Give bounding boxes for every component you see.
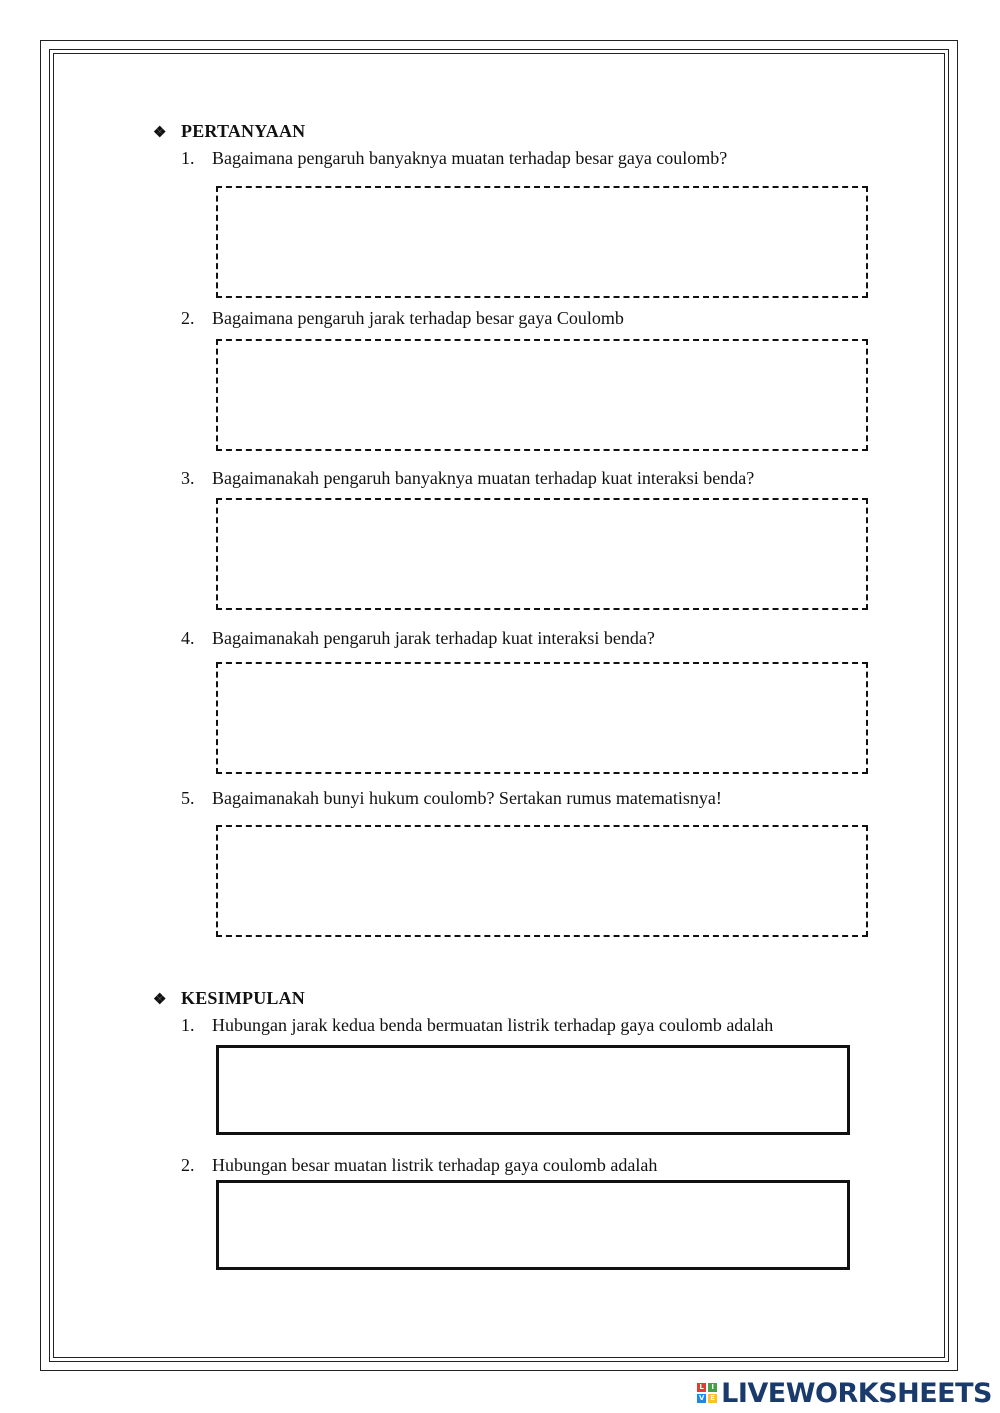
- question-2: [181, 308, 624, 329]
- brand-name: LIVEWORKSHEETS: [721, 1377, 992, 1409]
- conclusion-text: Hubungan besar muatan listrik terhadap gaya coulomb adalah: [212, 1155, 658, 1175]
- question-number: 2.: [181, 308, 195, 328]
- logo-letter-l: L: [697, 1383, 706, 1392]
- logo-letter-e: E: [708, 1394, 717, 1403]
- logo-grid-icon: [697, 1383, 717, 1403]
- diamond-bullet-icon: ❖: [153, 992, 167, 1008]
- logo-letter-v: V: [698, 1394, 705, 1402]
- conclusion-text: Hubungan jarak kedua benda bermuatan listrik terhadap gaya coulomb adalah: [212, 1015, 774, 1035]
- question-text: Bagaimanakah bunyi hukum coulomb? Sertakan rumus matematisnya!: [212, 788, 722, 808]
- conclusion-1: [181, 1015, 773, 1036]
- question-number: 5.: [181, 788, 195, 808]
- diamond-bullet-icon: ❖: [153, 125, 167, 141]
- answer-box-4[interactable]: [216, 662, 868, 774]
- question-text: Bagaimanakah pengaruh jarak terhadap kuat interaksi benda?: [212, 628, 655, 648]
- answer-box-1[interactable]: [216, 186, 868, 298]
- answer-box-2[interactable]: [216, 339, 868, 451]
- question-text: Bagaimana pengaruh jarak terhadap besar gaya Coulomb: [212, 308, 624, 328]
- question-4: [181, 628, 655, 649]
- question-number: 4.: [181, 628, 195, 648]
- section-title-kesimpulan: [153, 988, 305, 1009]
- question-text: Bagaimana pengaruh banyaknya muatan terhadap besar gaya coulomb?: [212, 148, 728, 168]
- liveworksheets-logo: [697, 1376, 992, 1410]
- question-5: [181, 788, 722, 809]
- answer-box-3[interactable]: [216, 498, 868, 610]
- question-text: Bagaimanakah pengaruh banyaknya muatan terhadap kuat interaksi benda?: [212, 468, 755, 488]
- answer-box-5[interactable]: [216, 825, 868, 937]
- question-number: 3.: [181, 468, 195, 488]
- section-title-pertanyaan: [153, 121, 305, 142]
- question-number: 1.: [181, 148, 195, 168]
- conclusion-answer-box-1[interactable]: [216, 1045, 850, 1135]
- conclusion-number: 1.: [181, 1015, 195, 1035]
- logo-letter-i: I: [708, 1383, 717, 1392]
- section-title-text: KESIMPULAN: [181, 988, 306, 1008]
- section-title-text: PERTANYAAN: [181, 121, 306, 141]
- conclusion-number: 2.: [181, 1155, 195, 1175]
- conclusion-answer-box-2[interactable]: [216, 1180, 850, 1270]
- conclusion-2: [181, 1155, 657, 1176]
- question-3: [181, 468, 754, 489]
- question-1: [181, 148, 727, 169]
